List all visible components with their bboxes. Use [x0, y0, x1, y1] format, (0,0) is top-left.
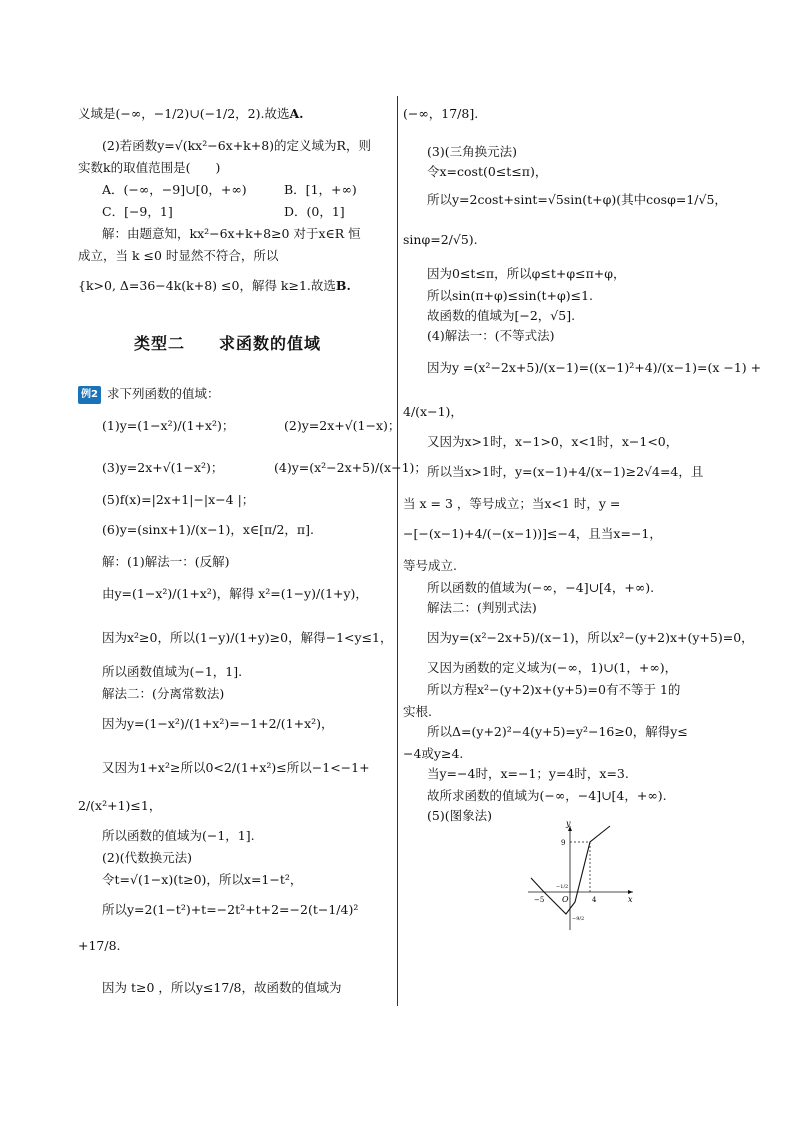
solution-11: 令t=√(1−x)(t≥0)，所以x=1−t²，	[102, 872, 303, 887]
right-line-21: 所以方程x²−(y+2)x+(y+5)=0有不等于 1的	[427, 682, 681, 697]
intro-answer: A.	[289, 106, 304, 121]
option-b: B．[1，+∞)	[284, 182, 357, 197]
solution-13: +17/8.	[78, 938, 121, 953]
right-line-22: 实根.	[403, 704, 432, 719]
q2-line1: (2)若函数y=√(kx²−6x+k+8)的定义域为R，则	[102, 138, 371, 153]
solution-1: 解：(1)解法一：(反解)	[102, 554, 230, 569]
solution-12: 所以y=2(1−t²)+t=−2t²+t+2=−2(t−1/4)²	[102, 902, 359, 917]
example-header	[78, 386, 219, 404]
right-line-10: 因为y =(x²−2x+5)/(x−1)=((x−1)²+4)/(x−1)=(x −1) +	[427, 360, 762, 375]
example-badge: 例2	[78, 386, 101, 404]
right-line-12: 又因为x>1时，x−1>0，x<1时，x−1<0，	[427, 434, 679, 449]
intro-text: 义域是(−∞，−1/2)∪(−1/2，2).故选	[78, 106, 290, 121]
q2-line2: 实数k的取值范围是( )	[78, 160, 221, 175]
right-line-4: 所以y=2cost+sint=√5sin(t+φ)(其中cosφ=1/√5，	[427, 192, 727, 207]
solution-10: (2)(代数换元法)	[102, 850, 192, 865]
right-line-6: 因为0≤t≤π，所以φ≤t+φ≤π+φ，	[427, 266, 626, 281]
option-a: A．(−∞，−9]∪[0，+∞)	[102, 182, 247, 197]
right-line-27: (5)(图象法)	[427, 808, 492, 823]
right-line-17: 所以函数的值域为(−∞，−4]∪[4，+∞).	[427, 580, 655, 595]
right-line-26: 故所求函数的值域为(−∞，−4]∪[4，+∞).	[427, 788, 667, 803]
right-line-7: 所以sin(π+φ)≤sin(t+φ)≤1.	[427, 288, 593, 303]
x-axis-arrow	[628, 890, 633, 894]
right-line-19: 因为y=(x²−2x+5)/(x−1)，所以x²−(y+2)x+(y+5)=0，	[427, 630, 754, 645]
solution-4: 所以函数值域为(−1，1].	[102, 664, 243, 679]
solution-2: 由y=(1−x²)/(1+x²)，解得 x²=(1−y)/(1+y)，	[102, 586, 368, 601]
solution-7: 又因为1+x²≥所以0<2/(1+x²)≤所以−1<−1+	[102, 760, 370, 775]
right-line-18: 解法二：(判别式法)	[427, 600, 537, 615]
solution-3: 因为x²≥0，所以(1−y)/(1+y)≥0，解得−1<y≤1，	[102, 630, 393, 645]
solution-line1: 解：由题意知，kx²−6x+k+8≥0 对于x∈R 恒	[102, 226, 361, 241]
problem-1: (1)y=(1−x²)/(1+x²)；	[102, 418, 235, 433]
tick-minus-half: −1/2	[556, 884, 569, 890]
piecewise-graph	[528, 820, 638, 930]
right-line-3: 令x=cost(0≤t≤π)，	[427, 164, 548, 179]
problem-2: (2)y=2x+√(1−x)；	[284, 418, 401, 433]
right-line-24: −4或y≥4.	[403, 746, 464, 761]
y-axis-label: y	[566, 820, 571, 828]
x-axis-label: x	[628, 895, 633, 904]
solution-14: 因为 t≥0 ，所以y≤17/8，故函数的值域为	[102, 980, 342, 995]
column-divider	[397, 96, 398, 1006]
problem-5: (5)f(x)=|2x+1|−|x−4 |；	[102, 492, 255, 507]
solution-line3-text: {k>0, Δ=36−4k(k+8) ≤0，解得 k≥1.故选	[78, 278, 336, 293]
solution-6: 因为y=(1−x²)/(1+x²)=−1+2/(1+x²)，	[102, 716, 334, 731]
right-line-11: 4/(x−1)，	[403, 404, 463, 419]
tick-9: 9	[561, 839, 566, 847]
right-line-25: 当y=−4时，x=−1；y=4时，x=3.	[427, 766, 629, 781]
right-line-23: 所以Δ=(y+2)²−4(y+5)=y²−16≥0，解得y≤	[427, 724, 688, 739]
solution-line2: 成立，当 k ≤0 时显然不符合，所以	[78, 248, 279, 263]
solution-answer: B.	[335, 278, 351, 293]
right-line-20: 又因为函数的定义域为(−∞，1)∪(1，+∞)，	[427, 660, 678, 675]
origin-label: O	[562, 895, 569, 904]
right-line-13: 所以当x>1时，y=(x−1)+4/(x−1)≥2√4=4，且	[427, 464, 704, 479]
tick-4: 4	[592, 896, 597, 904]
tick-minus-9-half: −9/2	[572, 916, 585, 922]
example-text: 求下列函数的值域：	[106, 386, 220, 401]
tick-minus-5: −5	[534, 896, 545, 904]
right-line-15: −[−(x−1)+4/(−(x−1))]≤−4，且当x=−1，	[403, 526, 662, 541]
problem-3: (3)y=2x+√(1−x²)；	[102, 460, 224, 475]
intro-line	[78, 106, 304, 122]
solution-8: 2/(x²+1)≤1，	[78, 798, 162, 813]
right-line-16: 等号成立.	[403, 558, 457, 573]
option-d: D．(0，1]	[284, 204, 345, 219]
right-line-5: sinφ=2/√5).	[403, 232, 478, 247]
option-c: C．[−9，1]	[102, 204, 173, 219]
problem-6: (6)y=(sinx+1)/(x−1)，x∈[π/2，π].	[102, 522, 314, 537]
right-line-2: (3)(三角换元法)	[427, 144, 517, 159]
section-title: 类型二 求函数的值域	[134, 334, 322, 353]
right-line-9: (4)解法一：(不等式法)	[427, 328, 555, 343]
solution-line3	[78, 278, 351, 294]
solution-5: 解法二：(分离常数法)	[102, 686, 225, 701]
right-line-8: 故函数的值域为[−2，√5].	[427, 308, 576, 323]
right-line-14: 当 x = 3 ，等号成立；当x<1 时，y =	[403, 496, 621, 511]
right-line-1: (−∞，17/8].	[403, 106, 479, 121]
problem-4: (4)y=(x²−2x+5)/(x−1)；	[274, 460, 427, 475]
solution-9: 所以函数的值域为(−1，1].	[102, 828, 255, 843]
